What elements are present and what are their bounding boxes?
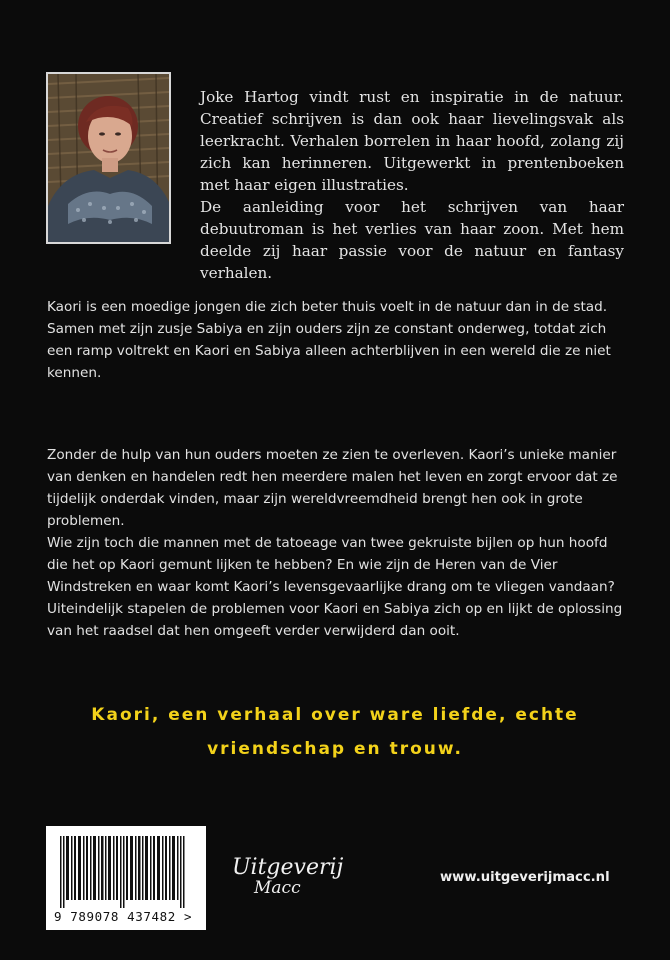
synopsis-paragraph: Zonder de hulp van hun ouders moeten ze zien te overleven. Kaori’s unieke manier van denken en handelen redt hen meerdere malen het leven en zorgt ervoor dat ze tijdelijk onderdak vinden, maar zijn wereldvreemdheid brengt hen ook in grote problemen.	[47, 447, 618, 529]
synopsis-intro	[47, 296, 625, 384]
bio-paragraph: De aanleiding voor het schrijven van haar debuutroman is het verlies van haar zoon. Met hem deelde zij haar passie voor de natuur en fantasy verhalen.	[200, 198, 624, 282]
author-bio	[200, 86, 624, 284]
synopsis-paragraph: Uiteindelijk stapelen de problemen voor Kaori en Sabiya zich op en lijkt de oplossing van het raadsel dat hen omgeeft verder verwijderd dan ooit.	[47, 601, 623, 639]
isbn-number: 9 789078 437482 >	[54, 909, 193, 924]
synopsis-body	[47, 444, 625, 642]
isbn-barcode	[46, 826, 206, 930]
synopsis-paragraph: Kaori is een moedige jongen die zich beter thuis voelt in de natuur dan in de stad.	[47, 299, 608, 315]
tagline-line: vriendschap en trouw.	[207, 739, 463, 759]
bio-paragraph: Joke Hartog vindt rust en inspiratie in de natuur. Creatief schrijven is dan ook haar lievelingsvak als leerkracht. Verhalen borrelen in haar hoofd, zolang zij zich kan herinneren. Uitgewerkt in prentenboeken met haar eigen illustraties.	[200, 88, 624, 194]
synopsis-paragraph: Samen met zijn zusje Sabiya en zijn ouders zijn ze constant onderweg, totdat zich een ramp voltrekt en Kaori en Sabiya alleen achterblijven in een wereld die ze niet kennen.	[47, 321, 611, 381]
author-photo	[46, 72, 171, 244]
publisher-logo-line: Macc	[254, 878, 301, 898]
barcode-icon	[60, 836, 192, 908]
publisher-logo	[232, 855, 344, 912]
publisher-website: www.uitgeverijmacc.nl	[440, 870, 610, 885]
synopsis-paragraph: Wie zijn toch die mannen met de tatoeage van twee gekruiste bijlen op hun hoofd die het op Kaori gemunt lijken te hebben? En wie zijn de Heren van de Vier Windstreken en waar komt Kaori’s levensgevaarlijke drang om te vliegen vandaan?	[47, 535, 615, 595]
publisher-logo-line: Uitgeverij	[232, 855, 344, 880]
author-portrait-icon	[48, 74, 169, 242]
tagline-line: Kaori, een verhaal over ware liefde, echte	[91, 705, 579, 725]
tagline	[40, 698, 630, 766]
